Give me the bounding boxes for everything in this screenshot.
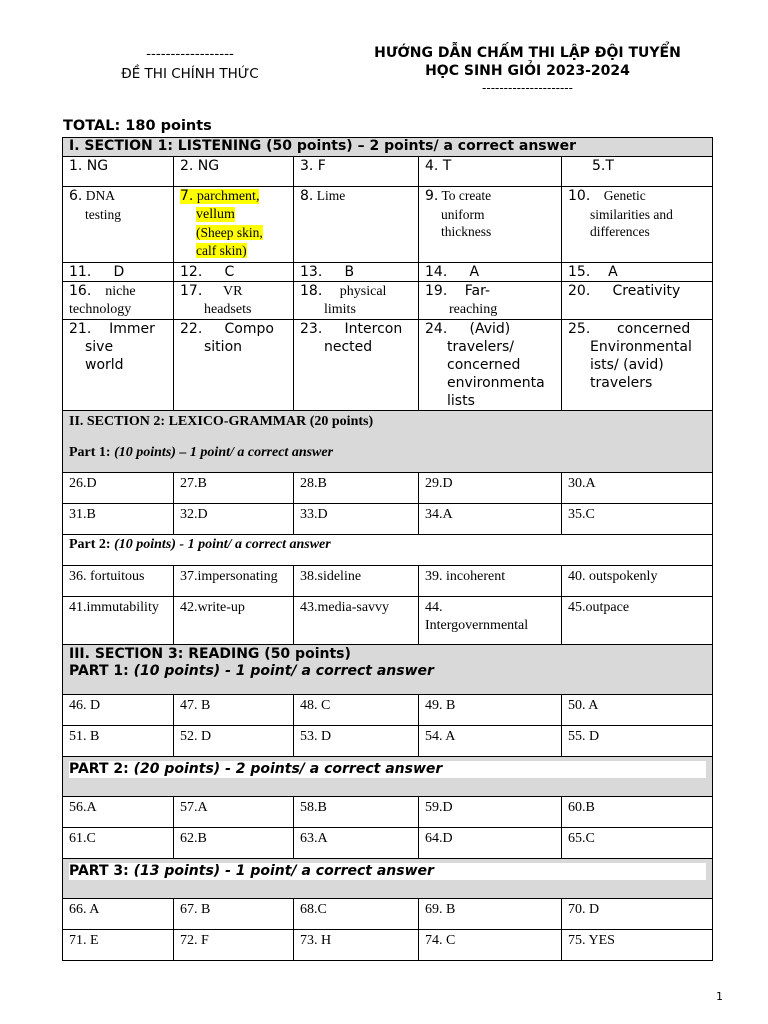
answer-cell: 14. A: [419, 263, 562, 282]
answer-cell: 65.C: [562, 828, 713, 859]
answer-cell: 11. D: [63, 263, 174, 282]
answer-cell: 39. incoherent: [419, 566, 562, 597]
answer-cell: 50. A: [562, 695, 713, 726]
header-right-dashes: ---------------------: [482, 81, 573, 95]
table-row: [63, 597, 713, 645]
answer-cell: 54. A: [419, 726, 562, 757]
answer-cell: 47. B: [174, 695, 294, 726]
answer-cell: 72. F: [174, 930, 294, 961]
section3-header: [63, 645, 713, 695]
section3-part1-heading: PART 1: (10 points) - 1 point/ a correct answer: [69, 663, 434, 679]
answer-cell: 60.B: [562, 797, 713, 828]
answer-cell: 73. H: [294, 930, 419, 961]
answer-cell: 51. B: [63, 726, 174, 757]
answer-cell: 42.write-up: [174, 597, 294, 645]
section2-title: II. SECTION 2: LEXICO-GRAMMAR (20 points): [69, 414, 374, 429]
answer-cell: 56.A: [63, 797, 174, 828]
table-row: [63, 157, 713, 187]
section1-header-row: [63, 138, 713, 157]
answer-cell: 63.A: [294, 828, 419, 859]
answer-cell: 37.impersonating: [174, 566, 294, 597]
section3-header-row: [63, 645, 713, 695]
answer-cell: 75. YES: [562, 930, 713, 961]
answer-cell: 38.sideline: [294, 566, 419, 597]
answer-cell: 66. A: [63, 899, 174, 930]
answer-cell: 7. parchment, vellum (Sheep skin, calf skin): [174, 187, 294, 263]
section3-title: III. SECTION 3: READING (50 points): [69, 646, 351, 662]
section3-part2-row: [63, 757, 713, 797]
section1-title: I. SECTION 1: LISTENING (50 points) – 2 points/ a correct answer: [63, 138, 713, 157]
answer-key-table: [62, 137, 713, 961]
table-row: [63, 282, 713, 320]
section3-part3-heading: PART 3: (13 points) - 1 point/ a correct answer: [63, 859, 713, 899]
answer-cell: 33.D: [294, 504, 419, 535]
answer-cell: 20. Creativity: [562, 282, 713, 320]
answer-cell: 28.B: [294, 473, 419, 504]
answer-cell: 34.A: [419, 504, 562, 535]
answer-cell: 46. D: [63, 695, 174, 726]
answer-cell: 71. E: [63, 930, 174, 961]
table-row: [63, 504, 713, 535]
answer-cell: 4. T: [419, 157, 562, 187]
answer-cell: 40. outspokenly: [562, 566, 713, 597]
answer-cell: 12. C: [174, 263, 294, 282]
total-points: TOTAL: 180 points: [63, 118, 212, 134]
answer-cell: 31.B: [63, 504, 174, 535]
answer-cell: 74. C: [419, 930, 562, 961]
answer-cell: 68.C: [294, 899, 419, 930]
answer-cell: 59.D: [419, 797, 562, 828]
answer-cell: 55. D: [562, 726, 713, 757]
section2-part2-row: [63, 535, 713, 566]
answer-cell: 61.C: [63, 828, 174, 859]
header-left-dashes: ------------------: [146, 46, 234, 62]
answer-cell: 23. Intercon nected: [294, 320, 419, 411]
official-exam-label: ĐỀ THI CHÍNH THỨC: [121, 66, 259, 82]
answer-cell: 67. B: [174, 899, 294, 930]
answer-cell: 52. D: [174, 726, 294, 757]
section2-header-row: [63, 411, 713, 473]
answer-cell: 30.A: [562, 473, 713, 504]
answer-cell: 44. Intergovernmental: [419, 597, 562, 645]
answer-cell: 29.D: [419, 473, 562, 504]
answer-cell: 36. fortuitous: [63, 566, 174, 597]
page-number: 1: [716, 990, 723, 1003]
section2-part1-heading: Part 1: (10 points) – 1 point/ a correct answer: [69, 445, 334, 460]
table-row: [63, 187, 713, 263]
answer-cell: 26.D: [63, 473, 174, 504]
answer-cell: 10. Genetic similarities and differences: [562, 187, 713, 263]
answer-cell: 16. niche technology: [63, 282, 174, 320]
answer-cell: 6. DNA testing: [63, 187, 174, 263]
section3-part3-row: [63, 859, 713, 899]
answer-cell: 49. B: [419, 695, 562, 726]
answer-cell: 2. NG: [174, 157, 294, 187]
header-right: [345, 44, 710, 96]
table-row: [63, 726, 713, 757]
answer-cell: 15. A: [562, 263, 713, 282]
answer-cell: 9. To create uniform thickness: [419, 187, 562, 263]
answer-cell: 17. VR headsets: [174, 282, 294, 320]
answer-cell: 57.A: [174, 797, 294, 828]
answer-cell: 45.outpace: [562, 597, 713, 645]
answer-cell: 3. F: [294, 157, 419, 187]
answer-cell: 70. D: [562, 899, 713, 930]
table-row: [63, 263, 713, 282]
answer-cell: 64.D: [419, 828, 562, 859]
table-row: [63, 695, 713, 726]
answer-cell: 27.B: [174, 473, 294, 504]
table-row: [63, 828, 713, 859]
answer-cell: 21. Immer sive world: [63, 320, 174, 411]
table-row: [63, 899, 713, 930]
answer-cell: 8. Lime: [294, 187, 419, 263]
answer-cell: 43.media-savvy: [294, 597, 419, 645]
answer-cell: 41.immutability: [63, 597, 174, 645]
answer-cell: 13. B: [294, 263, 419, 282]
table-row: [63, 797, 713, 828]
answer-cell: 5.T: [562, 157, 713, 187]
answer-cell: 25. concerned Environmental ists/ (avid) travelers: [562, 320, 713, 411]
answer-cell: 53. D: [294, 726, 419, 757]
answer-cell: 58.B: [294, 797, 419, 828]
answer-cell: 35.C: [562, 504, 713, 535]
section3-part2-heading: PART 2: (20 points) - 2 points/ a correct answer: [63, 757, 713, 797]
table-row: [63, 566, 713, 597]
answer-cell: 32.D: [174, 504, 294, 535]
table-row: [63, 473, 713, 504]
section2-part2-heading: Part 2: (10 points) - 1 point/ a correct answer: [63, 535, 713, 566]
document-title-line1: HƯỚNG DẪN CHẤM THI LẬP ĐỘI TUYỂN: [374, 45, 681, 61]
table-row: [63, 930, 713, 961]
answer-cell: 48. C: [294, 695, 419, 726]
answer-cell: 22. Compo sition: [174, 320, 294, 411]
answer-cell: 19. Far- reaching: [419, 282, 562, 320]
answer-cell: 18. physical limits: [294, 282, 419, 320]
document-title-line2: HỌC SINH GIỎI 2023-2024: [425, 63, 630, 79]
answer-cell: 69. B: [419, 899, 562, 930]
table-row: [63, 320, 713, 411]
answer-cell: 62.B: [174, 828, 294, 859]
answer-cell: 1. NG: [63, 157, 174, 187]
answer-cell: 24. (Avid) travelers/ concerned environmenta lists: [419, 320, 562, 411]
section2-header: [63, 411, 713, 473]
header-left: [90, 44, 290, 84]
